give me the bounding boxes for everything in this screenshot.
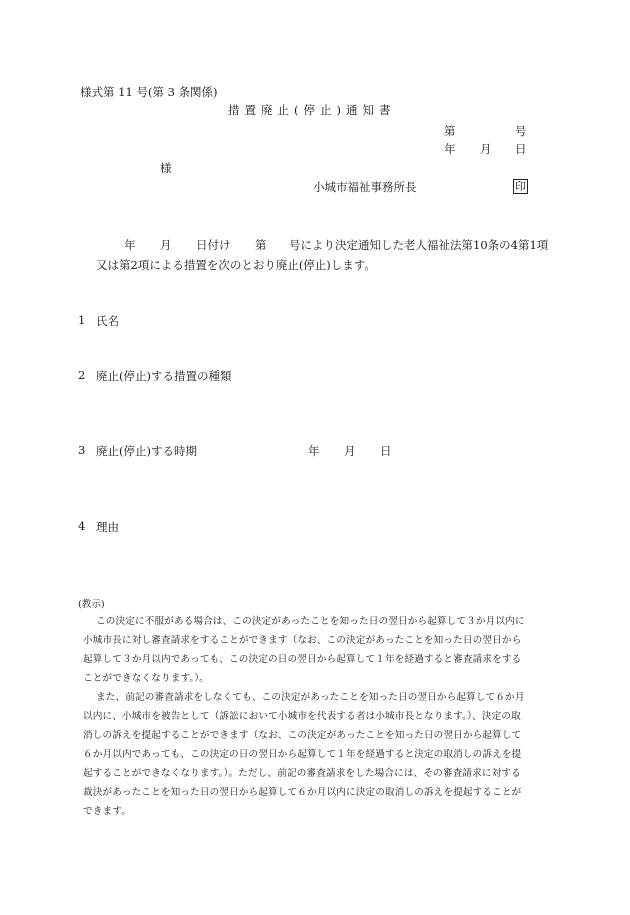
notice-line: ことができなくなります。）。 xyxy=(83,673,210,684)
body-line1-no-prefix: 第 xyxy=(255,238,267,252)
document-title: 措置廃止(停止)通知書 xyxy=(228,103,396,117)
date-month: 月 xyxy=(480,142,492,156)
notice-line: 起算して３か月以内であっても、この決定の日の翌日から起算して１年を経過すると審査請求をする xyxy=(83,654,522,665)
addressee-honorific: 様 xyxy=(160,161,172,175)
item-2-number: 2 xyxy=(78,368,86,382)
body-line2: 又は第2項による措置を次のとおり廃止(停止)します。 xyxy=(96,258,376,272)
notice-line: この決定に不服がある場合は、この決定があったことを知った日の翌日から起算して３か月以内に xyxy=(96,616,525,627)
notice-line: また、前記の審査請求をしなくても、この決定があったことを知った日の翌日から起算して６か月 xyxy=(96,692,525,703)
notice-line: 以内に、小城市を被告として（訴訟において小城市を代表する者は小城市長となります。）、決定の取 xyxy=(83,711,521,722)
item-4-number: 4 xyxy=(78,519,86,533)
item-3-label: 廃止(停止)する時期 xyxy=(96,444,197,458)
notice-heading: (教示) xyxy=(78,599,105,610)
item-1-number: 1 xyxy=(78,313,86,327)
date-year: 年 xyxy=(444,142,456,156)
item-3-day: 日 xyxy=(380,444,392,458)
body-line1-year: 年 xyxy=(124,238,136,252)
form-number: 様式第 11 号(第 3 条関係) xyxy=(80,85,218,99)
seal-mark: 印 xyxy=(515,180,526,193)
item-4-label: 理由 xyxy=(96,520,119,534)
notice-line: 裁決があったことを知った日の翌日から起算して６か月以内に決定の取消しの訴えを提起することが xyxy=(83,787,522,798)
item-3-number: 3 xyxy=(78,443,86,457)
date-day: 日 xyxy=(515,142,527,156)
notice-line: ６か月以内であっても、この決定の日の翌日から起算して１年を経過すると決定の取消しの訴えを提 xyxy=(83,749,522,760)
item-2-label: 廃止(停止)する措置の種類 xyxy=(96,369,232,383)
doc-number-suffix: 号 xyxy=(515,124,527,138)
notice-line: できます。 xyxy=(83,806,131,817)
item-3-year: 年 xyxy=(308,444,320,458)
item-3-month: 月 xyxy=(344,444,356,458)
notice-line: 起することができなくなります。）。ただし、前記の審査請求をした場合には、その審査請求に対する xyxy=(83,768,521,779)
body-line1-month: 月 xyxy=(160,238,172,252)
item-1-label: 氏名 xyxy=(96,314,119,328)
doc-number-prefix: 第 xyxy=(444,124,456,138)
body-line1-text: 号により決定通知した老人福祉法第10条の4第1項 xyxy=(289,238,549,252)
notice-line: 消しの訴えを提起することができます（なお、この決定があったことを知った日の翌日から起算して xyxy=(83,730,522,741)
notice-line: 小城市長に対し審査請求をすることができます（なお、この決定があったことを知った日の翌日から xyxy=(83,635,522,646)
sender-name: 小城市福祉事務所長 xyxy=(313,180,417,194)
body-line1-date-suffix: 日付け xyxy=(196,238,231,252)
